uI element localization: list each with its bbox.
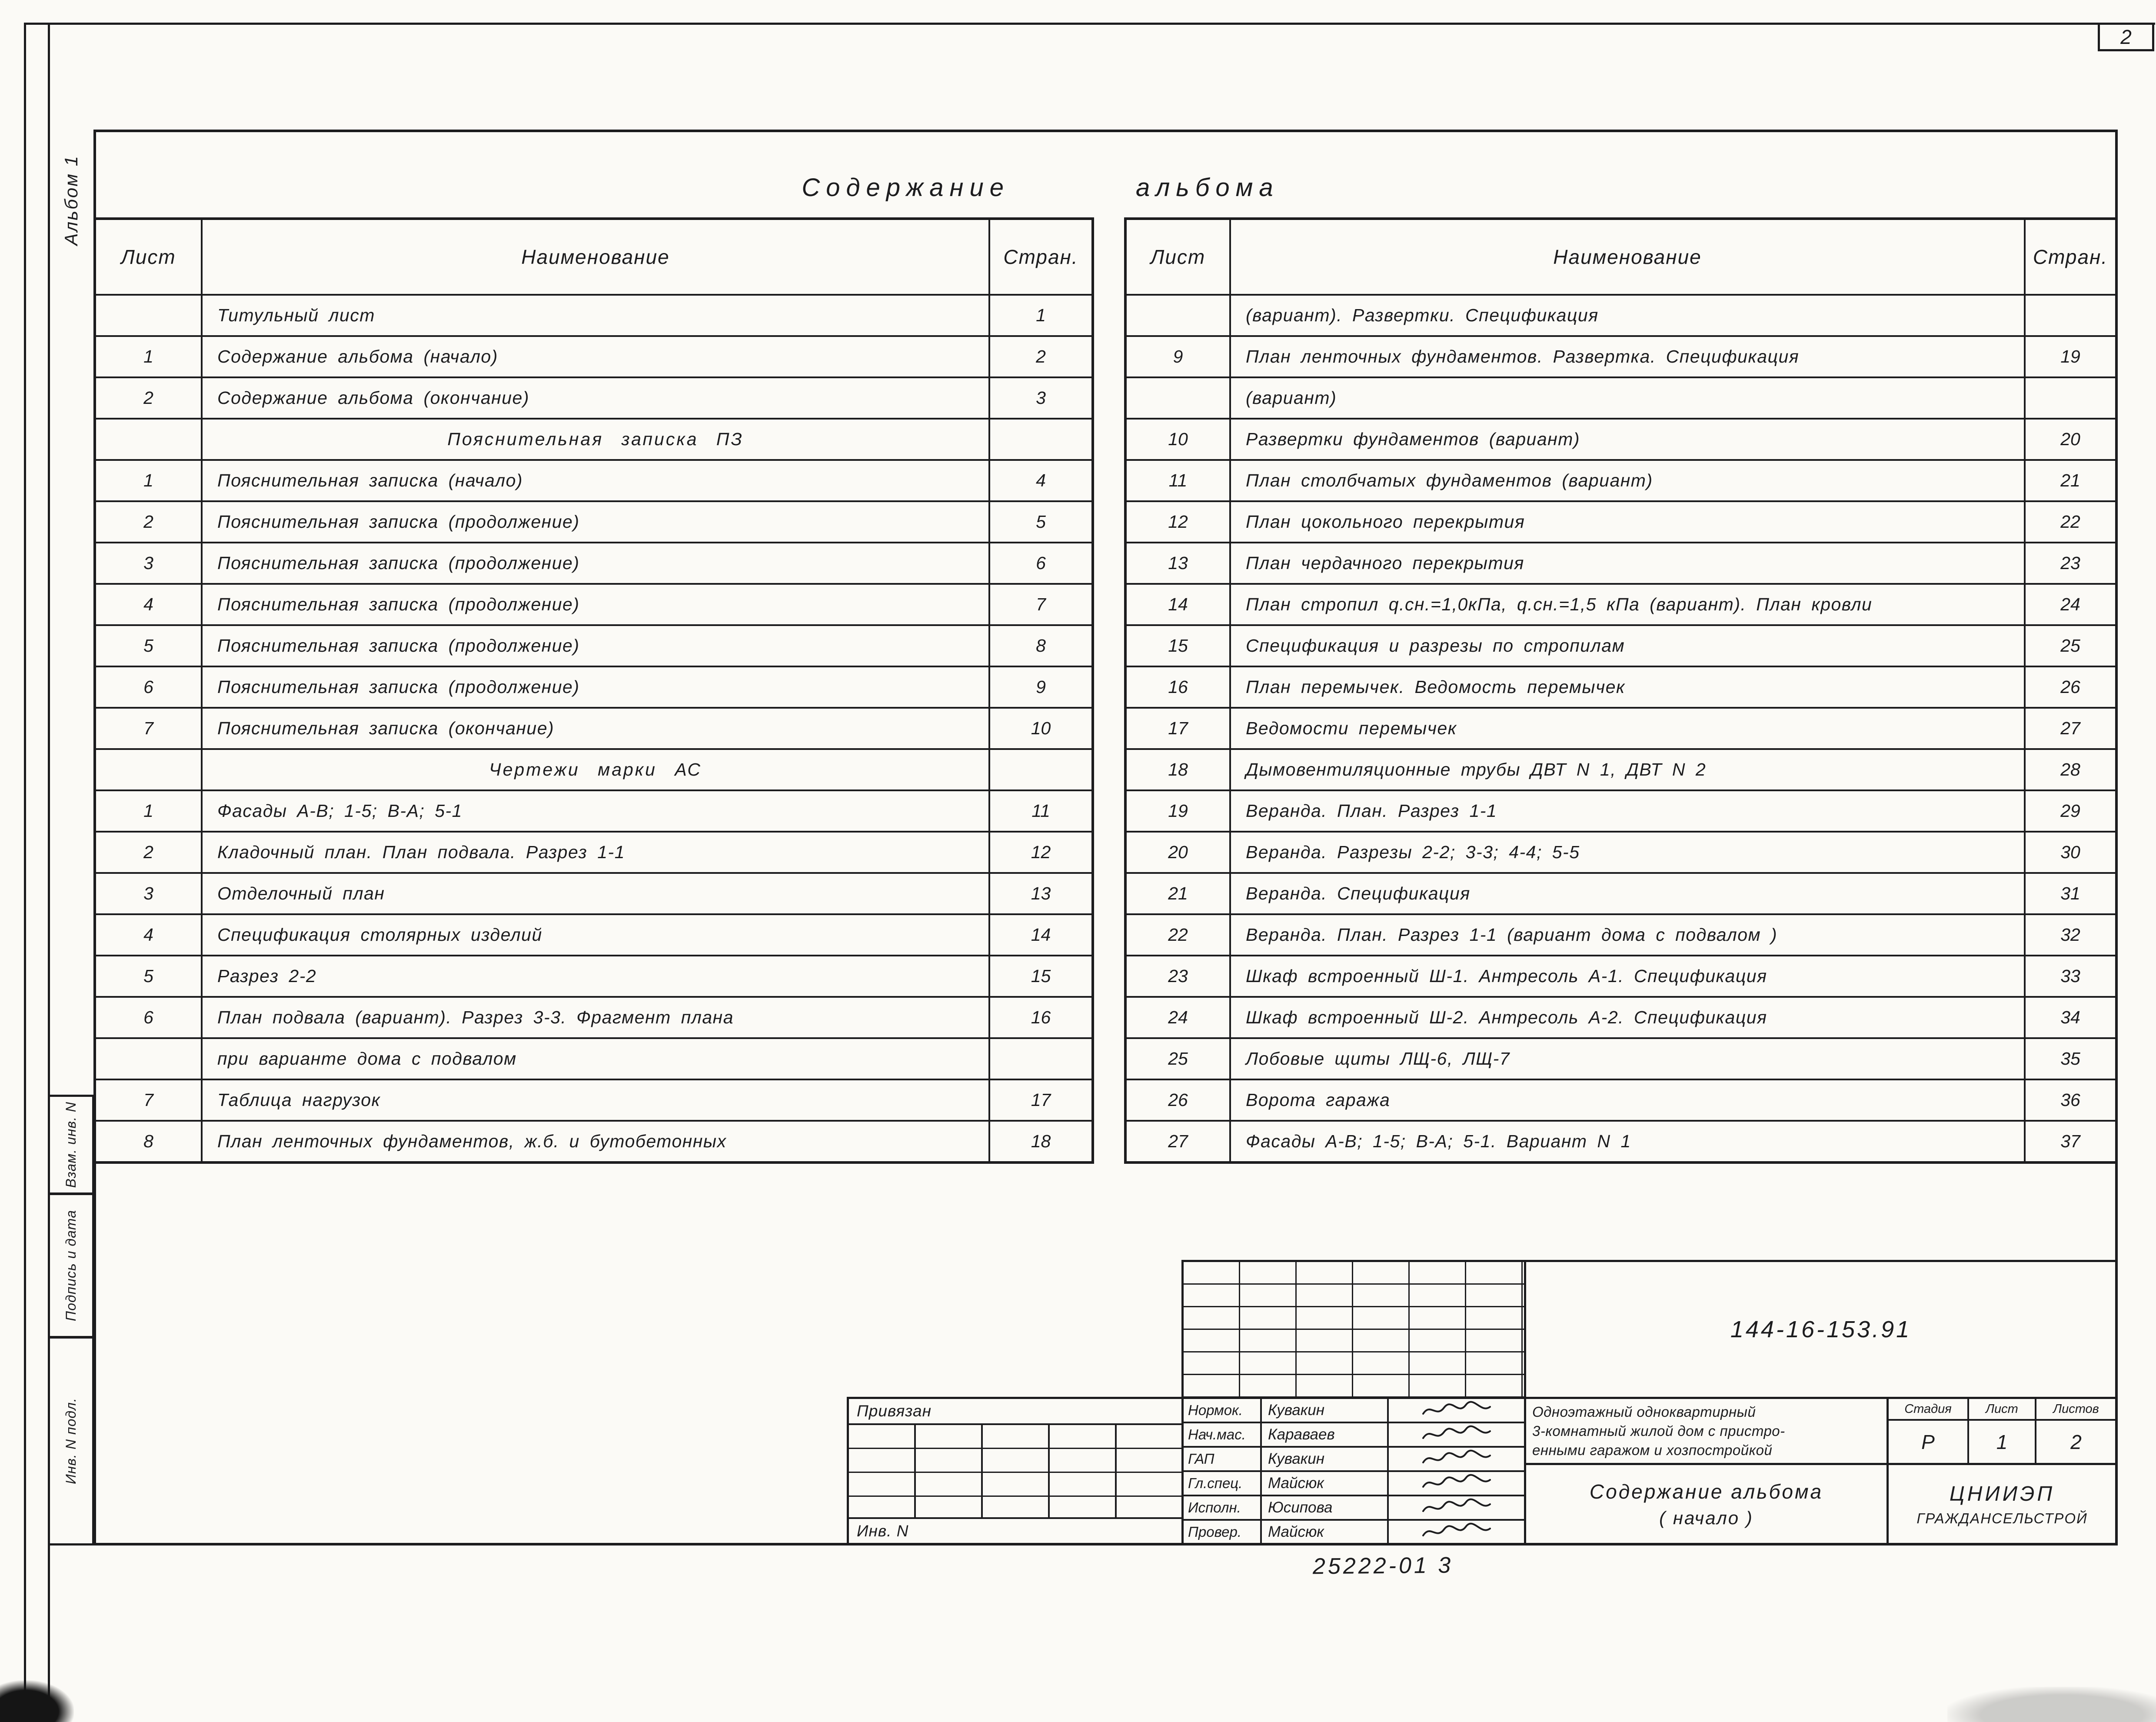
row-page-number: 36 <box>2060 1090 2080 1110</box>
row-page-number: 19 <box>2060 346 2080 366</box>
table-header-row <box>1127 220 2115 294</box>
row-sheet-number: 25 <box>1127 1039 1231 1079</box>
row-page-number <box>990 1039 1091 1079</box>
row-sheet-number: 23 <box>1127 956 1231 996</box>
row-page-number: 14 <box>1031 925 1051 945</box>
row-title: Веранда. Разрезы 2-2; 3-3; 4-4; 5-5 <box>1231 833 2026 872</box>
table-row <box>1127 1037 2115 1079</box>
row-title: (вариант). Развертки. Спецификация <box>1231 296 2026 335</box>
document-number-cell <box>1524 1260 2118 1399</box>
signature-row <box>1184 1422 1524 1446</box>
row-sheet-number: 26 <box>1127 1080 1231 1120</box>
table-row <box>1127 376 2115 418</box>
row-sheet-number: 1 <box>96 337 203 376</box>
row-page-number: 21 <box>2060 470 2080 490</box>
column-header-sheet: Лист <box>96 220 203 294</box>
signature-row <box>1184 1470 1524 1495</box>
column-header-sheet: Лист <box>1127 220 1231 294</box>
row-page-number: 20 <box>2060 429 2080 449</box>
role-person-name: Юсипова <box>1262 1496 1389 1519</box>
table-row <box>96 996 1091 1037</box>
row-title: Пояснительная записка ПЗ <box>203 420 990 459</box>
row-title: Чертежи марки АС <box>203 750 990 789</box>
row-title: Отделочный план <box>203 874 990 913</box>
row-page-number <box>2026 378 2115 418</box>
signature-cell <box>1389 1472 1524 1495</box>
signature-cell <box>1389 1399 1524 1422</box>
row-title: Содержание альбома (окончание) <box>203 378 990 418</box>
side-stamp-podpis-data <box>48 1193 94 1338</box>
row-page-number: 17 <box>1031 1090 1051 1110</box>
table-row <box>1127 335 2115 376</box>
organization-name-line-1: ЦНИИЭП <box>1949 1482 2055 1506</box>
column-header-name: Наименование <box>1231 220 2026 294</box>
signature-icon <box>1420 1498 1494 1517</box>
row-page-number: 37 <box>2060 1131 2080 1151</box>
table-row <box>96 335 1091 376</box>
row-sheet-number: 16 <box>1127 667 1231 707</box>
row-title: Пояснительная записка (продолжение) <box>203 543 990 583</box>
row-sheet-number <box>1127 378 1231 418</box>
row-page-number: 8 <box>1036 636 1046 656</box>
side-stamp-vzam-inv <box>48 1095 94 1195</box>
row-page-number: 2 <box>1036 346 1046 366</box>
row-title: при варианте дома с подвалом <box>203 1039 990 1079</box>
row-title: Ворота гаража <box>1231 1080 2026 1120</box>
role-label: Исполн. <box>1184 1496 1262 1519</box>
row-sheet-number: 18 <box>1127 750 1231 789</box>
row-page-number <box>2026 296 2115 335</box>
row-title: Пояснительная записка (начало) <box>203 461 990 500</box>
row-title: План столбчатых фундаментов (вариант) <box>1231 461 2026 500</box>
table-body <box>1127 294 2115 1161</box>
table-row <box>96 1079 1091 1120</box>
page-title <box>28 173 2053 202</box>
row-sheet-number <box>96 1039 203 1079</box>
row-title: Дымовентиляционные трубы ДВТ N 1, ДВТ N 2 <box>1231 750 2026 789</box>
signature-row <box>1184 1519 1524 1543</box>
table-body <box>96 294 1091 1161</box>
row-sheet-number <box>96 420 203 459</box>
table-row <box>96 418 1091 459</box>
row-title: План ленточных фундаментов. Развертка. Спецификация <box>1231 337 2026 376</box>
table-row <box>1127 500 2115 542</box>
table-row <box>96 913 1091 955</box>
row-title: Кладочный план. План подвала. Разрез 1-1 <box>203 833 990 872</box>
row-page-number: 9 <box>1036 677 1046 697</box>
row-title: Лобовые щиты ЛЩ-6, ЛЩ-7 <box>1231 1039 2026 1079</box>
row-page-number: 25 <box>2060 636 2080 656</box>
role-label: Нормок. <box>1184 1399 1262 1422</box>
document-number: 144-16-153.91 <box>1730 1316 1912 1342</box>
role-label: Гл.спец. <box>1184 1472 1262 1495</box>
table-row <box>96 583 1091 624</box>
table-row <box>1127 459 2115 500</box>
row-page-number: 29 <box>2060 801 2080 821</box>
project-description-line: 3-комнатный жилой дом с пристро- <box>1532 1422 1785 1439</box>
sheet-value: 1 <box>1969 1421 2036 1463</box>
row-title: Веранда. План. Разрез 1-1 <box>1231 791 2026 831</box>
row-title: Разрез 2-2 <box>203 956 990 996</box>
table-row <box>96 707 1091 748</box>
row-title: Таблица нагрузок <box>203 1080 990 1120</box>
signature-icon <box>1420 1474 1494 1493</box>
role-person-name: Караваев <box>1262 1423 1389 1446</box>
signature-icon <box>1420 1401 1494 1420</box>
row-page-number: 26 <box>2060 677 2080 697</box>
signature-row <box>1184 1446 1524 1470</box>
table-row <box>1127 294 2115 335</box>
row-page-number: 33 <box>2060 966 2080 986</box>
stage-header-stadiya: Стадия <box>1889 1399 1969 1419</box>
page-number-box <box>2098 23 2154 51</box>
signatures-block <box>1181 1397 1526 1545</box>
row-sheet-number <box>1127 296 1231 335</box>
table-row <box>96 789 1091 831</box>
row-sheet-number: 7 <box>96 709 203 748</box>
row-sheet-number: 20 <box>1127 833 1231 872</box>
table-row <box>1127 418 2115 459</box>
row-title: Фасады А-В; 1-5; В-А; 5-1 <box>203 791 990 831</box>
row-title: Пояснительная записка (окончание) <box>203 709 990 748</box>
row-title: Содержание альбома (начало) <box>203 337 990 376</box>
row-page-number: 10 <box>1031 718 1051 738</box>
stage-table <box>1886 1397 2118 1465</box>
row-sheet-number: 4 <box>96 585 203 624</box>
scan-smudge <box>1947 1687 2156 1722</box>
row-title: Спецификация столярных изделий <box>203 915 990 955</box>
row-sheet-number: 15 <box>1127 626 1231 666</box>
row-page-number <box>990 750 1091 789</box>
row-sheet-number: 12 <box>1127 502 1231 542</box>
row-sheet-number: 24 <box>1127 998 1231 1037</box>
table-row <box>1127 872 2115 913</box>
role-label: Нач.мас. <box>1184 1423 1262 1446</box>
row-sheet-number <box>96 750 203 789</box>
row-title: Шкаф встроенный Ш-1. Антресоль А-1. Спецификация <box>1231 956 2026 996</box>
page-number: 2 <box>2120 26 2132 48</box>
column-header-page: Стран. <box>2033 246 2108 268</box>
inventory-number-label: Инв. N <box>857 1522 909 1540</box>
row-page-number: 4 <box>1036 470 1046 490</box>
row-page-number: 16 <box>1031 1007 1051 1027</box>
row-sheet-number: 5 <box>96 626 203 666</box>
role-person-name: Кувакин <box>1262 1448 1389 1470</box>
role-person-name: Кувакин <box>1262 1399 1389 1422</box>
row-title: Титульный лист <box>203 296 990 335</box>
row-page-number: 15 <box>1031 966 1051 986</box>
table-row <box>96 542 1091 583</box>
row-title: План стропил q.сн.=1,0кПа, q.сн.=1,5 кПа (вариант). План кровли <box>1231 585 2026 624</box>
row-sheet-number: 6 <box>96 667 203 707</box>
project-description-line: енными гаражом и хозпостройкой <box>1532 1442 1773 1458</box>
row-title: План цокольного перекрытия <box>1231 502 2026 542</box>
table-row <box>96 459 1091 500</box>
signature-cell <box>1389 1448 1524 1470</box>
signature-icon <box>1420 1449 1494 1469</box>
row-title: Фасады А-В; 1-5; В-А; 5-1. Вариант N 1 <box>1231 1122 2026 1161</box>
row-sheet-number: 2 <box>96 502 203 542</box>
row-page-number: 22 <box>2060 512 2080 532</box>
table-row <box>96 294 1091 335</box>
row-sheet-number: 4 <box>96 915 203 955</box>
table-row <box>1127 789 2115 831</box>
row-title: (вариант) <box>1231 378 2026 418</box>
row-sheet-number: 19 <box>1127 791 1231 831</box>
table-row <box>1127 831 2115 872</box>
row-title: Веранда. Спецификация <box>1231 874 2026 913</box>
scan-smudge <box>0 1680 74 1722</box>
table-row <box>1127 583 2115 624</box>
row-sheet-number: 9 <box>1127 337 1231 376</box>
row-page-number: 23 <box>2060 553 2080 573</box>
table-row <box>1127 1120 2115 1161</box>
table-row <box>96 1120 1091 1161</box>
row-sheet-number: 2 <box>96 833 203 872</box>
row-title: Веранда. План. Разрез 1-1 (вариант дома с подвалом ) <box>1231 915 2026 955</box>
side-stamp-podpis-data-text: Подпись и дата <box>63 1209 79 1322</box>
contents-table-right <box>1124 217 2118 1164</box>
sheet-title-line-1: Содержание альбома <box>1589 1480 1823 1503</box>
row-page-number: 12 <box>1031 842 1051 862</box>
side-stamp-inv-podl-text: Инв. N подл. <box>63 1397 79 1484</box>
table-row <box>96 748 1091 789</box>
table-row <box>1127 666 2115 707</box>
table-row <box>96 624 1091 666</box>
binding-label: Привязан <box>857 1402 932 1420</box>
table-row <box>1127 748 2115 789</box>
table-row <box>1127 542 2115 583</box>
row-page-number: 13 <box>1031 883 1051 903</box>
organization-cell <box>1886 1463 2118 1545</box>
row-sheet-number: 21 <box>1127 874 1231 913</box>
table-row <box>96 376 1091 418</box>
row-sheet-number: 11 <box>1127 461 1231 500</box>
row-title: Пояснительная записка (продолжение) <box>203 667 990 707</box>
row-title: Пояснительная записка (продолжение) <box>203 585 990 624</box>
row-page-number: 7 <box>1036 594 1046 614</box>
row-title: План чердачного перекрытия <box>1231 543 2026 583</box>
table-row <box>96 500 1091 542</box>
row-sheet-number: 2 <box>96 378 203 418</box>
row-page-number: 32 <box>2060 925 2080 945</box>
row-page-number: 24 <box>2060 594 2080 614</box>
row-sheet-number: 14 <box>1127 585 1231 624</box>
signature-row <box>1184 1399 1524 1422</box>
stage-table-header <box>1889 1399 2116 1421</box>
row-sheet-number: 3 <box>96 874 203 913</box>
stage-value: Р <box>1889 1421 1969 1463</box>
row-title: План перемычек. Ведомость перемычек <box>1231 667 2026 707</box>
signature-icon <box>1420 1522 1494 1542</box>
row-sheet-number: 1 <box>96 461 203 500</box>
signature-cell <box>1389 1496 1524 1519</box>
row-sheet-number: 27 <box>1127 1122 1231 1161</box>
table-row <box>96 666 1091 707</box>
row-sheet-number: 3 <box>96 543 203 583</box>
row-sheet-number: 8 <box>96 1122 203 1161</box>
row-page-number: 28 <box>2060 759 2080 779</box>
table-row <box>96 1037 1091 1079</box>
table-row <box>96 872 1091 913</box>
sheet-left-outer-border <box>24 23 26 1703</box>
signature-cell <box>1389 1521 1524 1543</box>
row-page-number: 11 <box>1031 801 1050 821</box>
row-sheet-number: 6 <box>96 998 203 1037</box>
organization-name-line-2: ГРАЖДАНСЕЛЬСТРОЙ <box>1916 1510 2088 1526</box>
row-sheet-number: 7 <box>96 1080 203 1120</box>
row-sheet-number: 17 <box>1127 709 1231 748</box>
column-header-name: Наименование <box>203 220 990 294</box>
table-header-row <box>96 220 1091 294</box>
project-description <box>1524 1397 1889 1465</box>
role-person-name: Майсюк <box>1262 1472 1389 1495</box>
signature-row <box>1184 1495 1524 1519</box>
table-row <box>1127 955 2115 996</box>
row-page-number: 31 <box>2060 883 2080 903</box>
table-row <box>1127 913 2115 955</box>
role-label: Провер. <box>1184 1521 1262 1543</box>
handwritten-note: 25222-01 3 <box>1312 1552 1454 1579</box>
signature-cell <box>1389 1423 1524 1446</box>
row-title: Спецификация и разрезы по стропилам <box>1231 626 2026 666</box>
row-page-number: 6 <box>1036 553 1046 573</box>
table-row <box>1127 996 2115 1037</box>
row-page-number: 27 <box>2060 718 2080 738</box>
page-title-word-2: альбома <box>1135 173 1279 202</box>
binding-grid <box>849 1423 1181 1519</box>
sheet-top-border <box>24 23 2155 25</box>
table-row <box>1127 624 2115 666</box>
row-title: Шкаф встроенный Ш-2. Антресоль А-2. Спецификация <box>1231 998 2026 1037</box>
row-page-number: 30 <box>2060 842 2080 862</box>
row-page-number: 5 <box>1036 512 1046 532</box>
row-title: Пояснительная записка (продолжение) <box>203 626 990 666</box>
role-label: ГАП <box>1184 1448 1262 1470</box>
row-sheet-number: 10 <box>1127 420 1231 459</box>
row-page-number: 34 <box>2060 1007 2080 1027</box>
page-title-word-1: Содержание <box>802 173 1010 202</box>
row-sheet-number: 5 <box>96 956 203 996</box>
column-header-page: Стран. <box>1003 246 1078 268</box>
stage-header-list: Лист <box>1969 1399 2036 1419</box>
row-page-number: 1 <box>1036 305 1046 325</box>
sheets-total-value: 2 <box>2070 1430 2082 1453</box>
table-row <box>1127 1079 2115 1120</box>
row-sheet-number: 1 <box>96 791 203 831</box>
row-page-number <box>990 420 1091 459</box>
table-row <box>96 831 1091 872</box>
row-sheet-number <box>96 296 203 335</box>
row-title: Пояснительная записка (продолжение) <box>203 502 990 542</box>
row-title: Развертки фундаментов (вариант) <box>1231 420 2026 459</box>
sheet-title-line-2: ( начало ) <box>1659 1508 1753 1528</box>
row-sheet-number: 22 <box>1127 915 1231 955</box>
row-page-number: 3 <box>1036 388 1046 408</box>
binding-block <box>847 1397 1184 1545</box>
stage-table-values <box>1889 1421 2116 1463</box>
row-title: План ленточных фундаментов, ж.б. и бутобетонных <box>203 1122 990 1161</box>
row-page-number: 35 <box>2060 1049 2080 1069</box>
side-stamp-vzam-inv-text: Взам. инв. N <box>63 1101 79 1188</box>
row-sheet-number: 13 <box>1127 543 1231 583</box>
row-title: План подвала (вариант). Разрез 3-3. Фрагмент плана <box>203 998 990 1037</box>
stage-header-listov: Листов <box>2053 1402 2099 1416</box>
album-label-text: Альбом 1 <box>60 154 81 246</box>
side-stamp-inv-podl <box>48 1336 94 1545</box>
table-row <box>96 955 1091 996</box>
table-row <box>1127 707 2115 748</box>
row-page-number: 18 <box>1031 1131 1051 1151</box>
project-description-line: Одноэтажный одноквартирный <box>1532 1403 1756 1420</box>
sheet-title-cell <box>1524 1463 1889 1545</box>
revision-grid <box>1181 1260 1526 1399</box>
signature-icon <box>1420 1425 1494 1444</box>
contents-table-left <box>93 217 1094 1164</box>
role-person-name: Майсюк <box>1262 1521 1389 1543</box>
row-title: Ведомости перемычек <box>1231 709 2026 748</box>
